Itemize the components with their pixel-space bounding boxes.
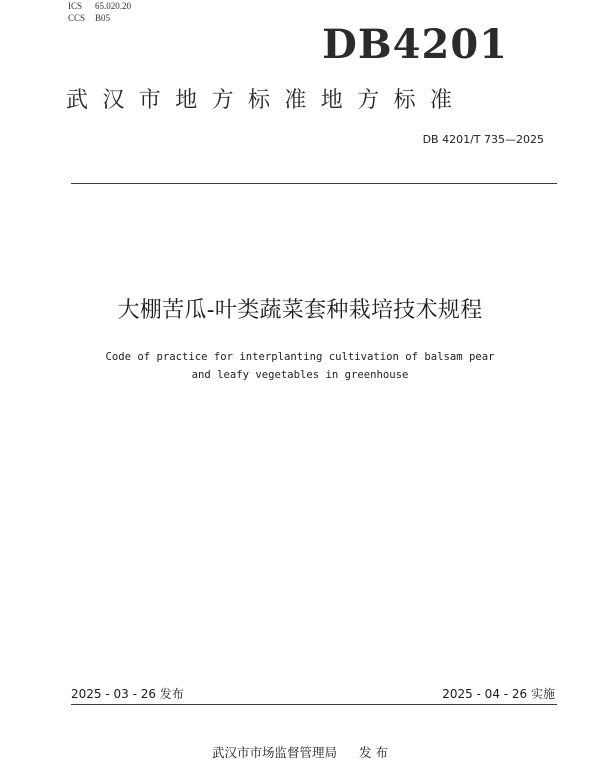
ccs-label: CCS [68, 13, 86, 23]
header-divider [71, 183, 557, 184]
issue-date: 2025 - 03 - 26 发布 [71, 687, 184, 701]
issuing-authority [0, 744, 600, 762]
standard-logo: DB4201 [322, 21, 508, 68]
title-en-line-2: and leafy vegetables in greenhouse [191, 369, 409, 381]
ccs-code [68, 12, 131, 24]
standard-category: 武汉市地方标准地方标准 [66, 88, 467, 113]
ics-value: 65.020.20 [95, 1, 131, 11]
ccs-value: B05 [95, 13, 111, 23]
ics-label: ICS [68, 1, 83, 11]
document-title-en [0, 348, 600, 384]
ics-code [68, 0, 131, 12]
title-en-line-1: Code of practice for interplanting cultivation of balsam pear [105, 351, 495, 363]
implementation-date: 2025 - 04 - 26 实施 [442, 687, 555, 701]
issuer-action: 发 布 [359, 745, 388, 760]
footer-divider [71, 704, 557, 705]
document-title-zh: 大棚苦瓜-叶类蔬菜套种栽培技术规程 [117, 298, 483, 323]
classification-codes [68, 0, 131, 24]
standard-number: DB 4201/T 735—2025 [422, 133, 544, 146]
issuer-name: 武汉市市场监督管理局 [212, 745, 338, 760]
